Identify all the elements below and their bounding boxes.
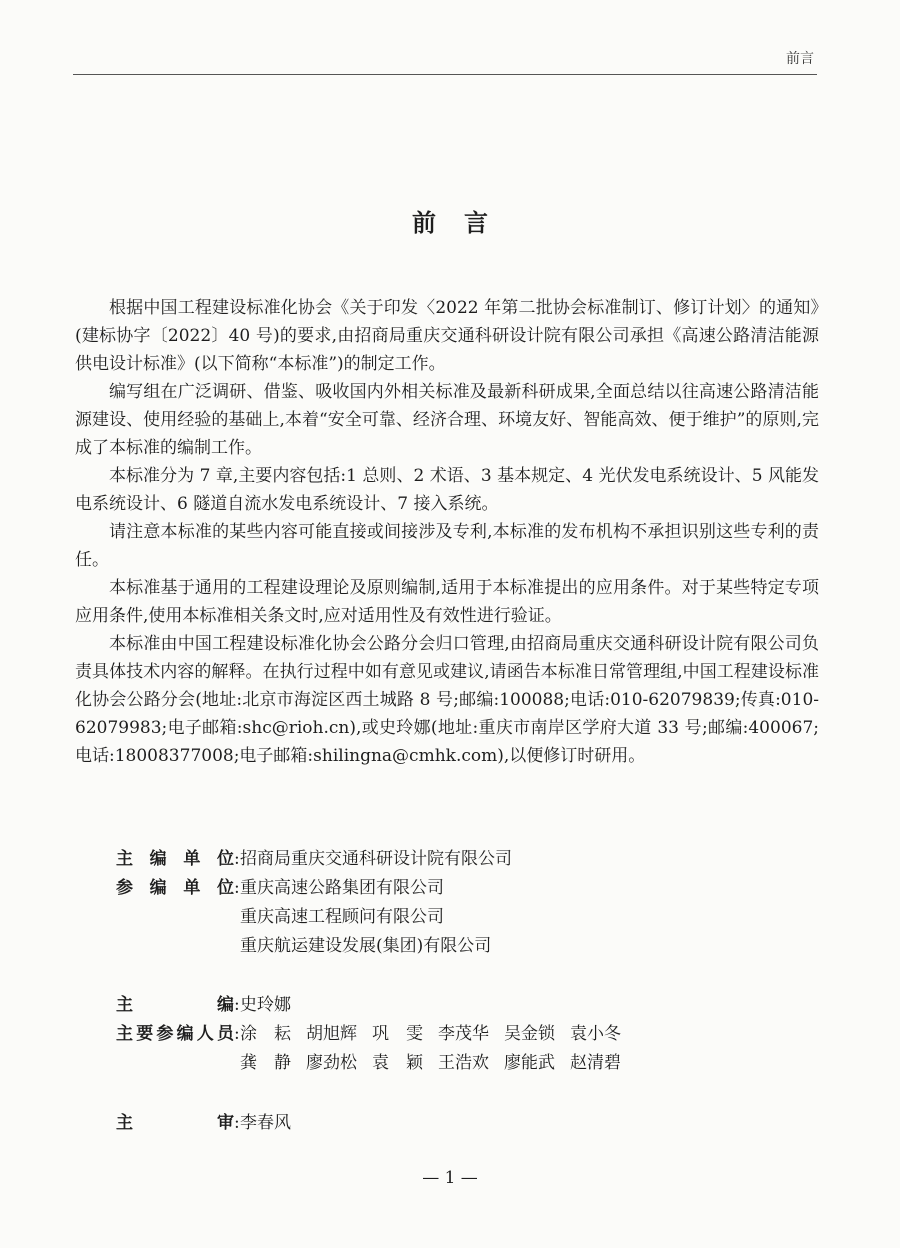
- paragraph-3: 本标准分为 7 章,主要内容包括:1 总则、2 术语、3 基本规定、4 光伏发电系统设计、5 风能发电系统设计、6 隧道自流水发电系统设计、7 接入系统。: [75, 466, 819, 514]
- participant-name: 胡旭辉: [306, 1024, 357, 1044]
- chief-editor-row: 主 编 : 史玲娜: [116, 991, 816, 1020]
- participant-name: 吴金锁: [504, 1024, 555, 1044]
- main-participants-row: 主 要 参 编 人 员 : 涂 耘 胡旭辉 巩 雯 李茂华 吴金锁 袁小冬 龚 静 廖劲松 袁 颖 王浩欢 廖能武 赵清碧: [116, 1020, 816, 1078]
- participant-name: 廖能武: [504, 1053, 555, 1073]
- paragraph-2: 编写组在广泛调研、借鉴、吸收国内外相关标准及最新科研成果,全面总结以往高速公路清洁能源建设、使用经验的基础上,本着“安全可靠、经济合理、环境友好、智能高效、便于维护”的原则,完成了本标准的编制工作。: [75, 382, 819, 458]
- participating-unit: 重庆高速工程顾问有限公司: [240, 907, 444, 927]
- participating-unit: 重庆高速公路集团有限公司: [240, 878, 444, 898]
- credits-people: [116, 991, 816, 1078]
- chief-editor-label: 主 编: [116, 995, 234, 1015]
- participant-name: 袁小冬: [570, 1024, 621, 1044]
- credits-units: [116, 845, 816, 961]
- main-participants-label: 主 要 参 编 人 员: [116, 1024, 234, 1044]
- chief-editor-value: 史玲娜: [240, 995, 291, 1015]
- chief-reviewer-value: 李春风: [240, 1113, 291, 1133]
- participant-name: 巩 雯: [372, 1024, 423, 1044]
- main-participants-list: [240, 1020, 702, 1078]
- participant-name: 王浩欢: [438, 1053, 489, 1073]
- participant-name: 廖劲松: [306, 1053, 357, 1073]
- paragraph-4: 请注意本标准的某些内容可能直接或间接涉及专利,本标准的发布机构不承担识别这些专利的责任。: [75, 522, 819, 570]
- participating-units-list: [240, 874, 491, 961]
- credits-reviewer: [116, 1109, 816, 1138]
- paragraph-5: 本标准基于通用的工程建设理论及原则编制,适用于本标准提出的应用条件。对于某些特定专项应用条件,使用本标准相关条文时,应对适用性及有效性进行验证。: [75, 578, 819, 626]
- paragraph-6: 本标准由中国工程建设标准化协会公路分会归口管理,由招商局重庆交通科研设计院有限公司负责具体技术内容的解释。在执行过程中如有意见或建议,请函告本标准日常管理组,中国工程建设标准化协会公路分会(地址:北京市海淀区西土城路 8 号;邮编:100088;电话:010-62079839;传真:010-62079983;电子邮箱:shc@rioh.cn),或史玲娜(地址:重庆市南岸区学府大道 33 号;邮编:400067;电话:18008377008;电子邮箱:shilingna@cmhk.com),以便修订时研用。: [75, 634, 819, 766]
- participants-row-2: [240, 1049, 702, 1078]
- chief-unit-row: 主 编 单 位 : 招商局重庆交通科研设计院有限公司: [116, 845, 816, 874]
- participant-name: 龚 静: [240, 1053, 291, 1073]
- running-header: 前言: [786, 51, 814, 67]
- chief-unit-value: 招商局重庆交通科研设计院有限公司: [240, 849, 512, 869]
- header-rule: [73, 74, 817, 75]
- chief-unit-label: 主 编 单 位: [116, 849, 234, 869]
- participant-name: 袁 颖: [372, 1053, 423, 1073]
- participant-name: 李茂华: [438, 1024, 489, 1044]
- participating-units-label: 参 编 单 位: [116, 878, 234, 898]
- participant-name: 涂 耘: [240, 1024, 291, 1044]
- participants-row-1: [240, 1020, 702, 1049]
- page-number: — 1 —: [422, 1168, 478, 1188]
- paragraph-1: 根据中国工程建设标准化协会《关于印发〈2022 年第二批协会标准制订、修订计划〉的通知》(建标协字〔2022〕40 号)的要求,由招商局重庆交通科研设计院有限公司承担《高速公路清洁能源供电设计标准》(以下简称“本标准”)的制定工作。: [75, 298, 819, 374]
- participating-unit: 重庆航运建设发展(集团)有限公司: [240, 936, 492, 956]
- participant-name: 赵清碧: [570, 1053, 621, 1073]
- chief-reviewer-row: 主 审 : 李春风: [116, 1109, 816, 1138]
- participating-units-row: 参 编 单 位 : 重庆高速公路集团有限公司 重庆高速工程顾问有限公司 重庆航运建设发展(集团)有限公司: [116, 874, 816, 961]
- foreword-body: [75, 294, 819, 770]
- chief-reviewer-label: 主 审: [116, 1113, 234, 1133]
- page-title: 前言: [412, 208, 516, 237]
